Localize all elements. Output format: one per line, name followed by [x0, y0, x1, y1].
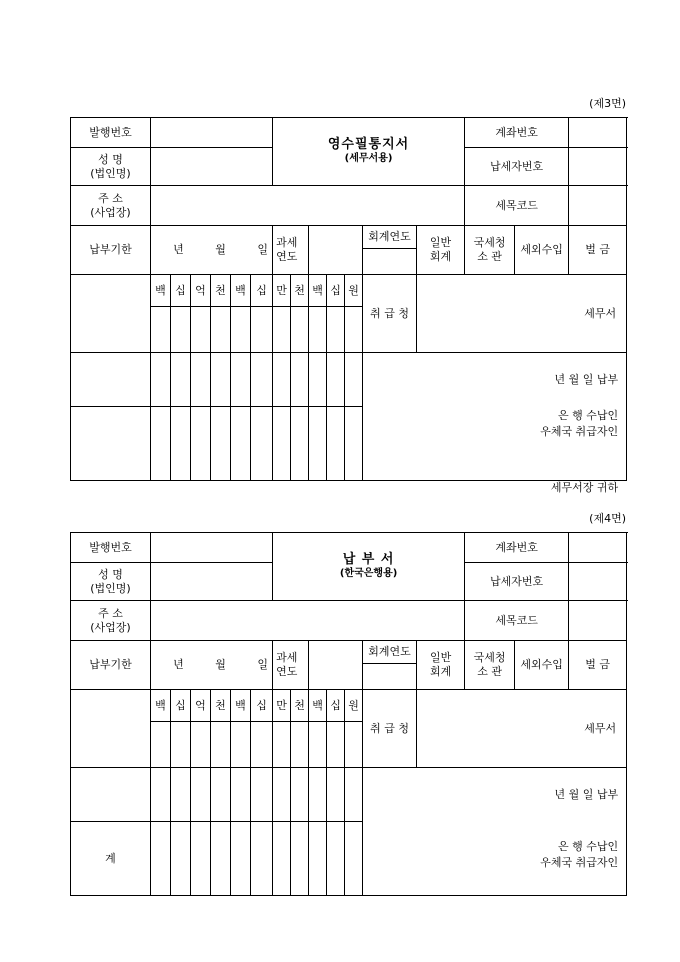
taxpayer-no-field[interactable] [569, 563, 627, 601]
amount-cell[interactable] [309, 407, 327, 481]
amount-cell[interactable] [151, 722, 171, 768]
tax-code-field[interactable] [569, 601, 627, 641]
general-line2: 회계 [429, 665, 452, 678]
form-title: 영수필통지서 [327, 137, 410, 153]
amount-cell[interactable] [191, 353, 211, 407]
row-label [71, 353, 151, 407]
amount-cell[interactable] [345, 307, 363, 353]
treasury-line1: 국세청 [473, 236, 506, 250]
digit-label: 십 [251, 690, 273, 722]
amount-cell[interactable] [291, 407, 309, 481]
amount-cell[interactable] [273, 353, 291, 407]
address-label [71, 601, 151, 641]
total-label: 계 [71, 822, 151, 896]
amount-cell[interactable] [171, 353, 191, 407]
name-label [71, 148, 151, 186]
amount-cell[interactable] [191, 822, 211, 896]
amount-cell[interactable] [327, 307, 345, 353]
issue-no-field[interactable] [151, 533, 273, 563]
name-field[interactable] [151, 148, 273, 186]
amount-cell[interactable] [327, 822, 345, 896]
amount-cell[interactable] [345, 407, 363, 481]
amount-cell[interactable] [151, 307, 171, 353]
digit-label: 십 [171, 690, 191, 722]
amount-cell[interactable] [231, 768, 251, 822]
amount-cell[interactable] [251, 353, 273, 407]
digit-label: 백 [231, 690, 251, 722]
amount-cell[interactable] [211, 307, 231, 353]
due-year-label: 년 [173, 243, 184, 257]
amount-cell[interactable] [211, 822, 231, 896]
form-receipt-notice [70, 95, 626, 494]
tax-year-label [273, 226, 309, 275]
digit-label: 십 [327, 275, 345, 307]
amount-cell[interactable] [273, 407, 291, 481]
digit-label: 천 [211, 690, 231, 722]
digit-label: 만 [273, 690, 291, 722]
fiscal-year-cell [363, 226, 417, 275]
amount-cell[interactable] [291, 353, 309, 407]
amount-cell[interactable] [191, 722, 211, 768]
due-date-field[interactable] [151, 641, 273, 690]
amount-cell[interactable] [327, 353, 345, 407]
amount-cell[interactable] [251, 822, 273, 896]
amount-cell[interactable] [151, 822, 171, 896]
amount-cell[interactable] [291, 722, 309, 768]
handling-office-label: 취 급 청 [363, 690, 417, 768]
form-subtitle: (세무서용) [344, 153, 393, 165]
amount-cell[interactable] [211, 768, 231, 822]
fiscal-year-label: 회계연도 [363, 226, 416, 249]
due-year-label: 년 [173, 658, 184, 672]
fine-label: 벌 금 [569, 641, 627, 690]
form-subtitle: (한국은행용) [339, 568, 398, 580]
tax-year-line1: 과세 [276, 236, 298, 250]
post-office-line: 우체국 취급자인 [540, 425, 619, 438]
bank-receiver-line: 은 행 수납인 [557, 409, 619, 422]
form-table [70, 532, 627, 896]
fiscal-year-field[interactable] [363, 249, 416, 274]
fine-label: 벌 금 [569, 226, 627, 275]
amount-cell[interactable] [251, 768, 273, 822]
issue-no-label: 발행번호 [71, 533, 151, 563]
amount-cell[interactable] [309, 822, 327, 896]
due-month-label: 월 [215, 243, 226, 257]
name-label [71, 563, 151, 601]
amount-cell[interactable] [291, 822, 309, 896]
account-no-label: 계좌번호 [465, 118, 569, 148]
tax-year-line1: 과세 [276, 651, 298, 665]
amount-cell[interactable] [309, 722, 327, 768]
issue-no-label: 발행번호 [71, 118, 151, 148]
non-tax-revenue-label: 세외수입 [515, 641, 569, 690]
name-label-line1: 성 명 [98, 152, 123, 166]
page-number: (제3면) [589, 97, 626, 110]
amount-cell[interactable] [273, 822, 291, 896]
amount-cell[interactable] [251, 722, 273, 768]
amount-cell[interactable] [151, 768, 171, 822]
amount-cell[interactable] [231, 722, 251, 768]
account-no-field[interactable] [569, 533, 627, 563]
amount-cell[interactable] [345, 768, 363, 822]
address-label-line2: (사업장) [90, 620, 131, 634]
amount-cell[interactable] [211, 353, 231, 407]
amount-cell[interactable] [171, 768, 191, 822]
due-date-field[interactable] [151, 226, 273, 275]
digit-label: 천 [291, 690, 309, 722]
digit-label: 십 [171, 275, 191, 307]
amount-row-label [71, 690, 151, 768]
amount-cell[interactable] [273, 307, 291, 353]
digit-label: 천 [291, 275, 309, 307]
amount-cell[interactable] [211, 722, 231, 768]
fiscal-year-label: 회계연도 [363, 641, 416, 664]
page-number: (제4면) [589, 512, 626, 525]
amount-cell[interactable] [151, 353, 171, 407]
amount-cell[interactable] [191, 768, 211, 822]
digit-label: 백 [151, 275, 171, 307]
digit-label: 억 [191, 690, 211, 722]
tax-year-line2: 연도 [276, 250, 298, 263]
general-line1: 일반 [429, 651, 452, 665]
due-month-label: 월 [215, 658, 226, 672]
account-no-field[interactable] [569, 118, 627, 148]
tax-year-line2: 연도 [276, 665, 298, 678]
addressee: 세무서장 귀하 [550, 481, 619, 494]
amount-cell[interactable] [231, 822, 251, 896]
amount-cell[interactable] [171, 722, 191, 768]
issue-no-field[interactable] [151, 118, 273, 148]
amount-cell[interactable] [327, 407, 345, 481]
receipt-stamp-area [363, 768, 627, 896]
amount-cell[interactable] [273, 722, 291, 768]
treasury-label [465, 641, 515, 690]
form-title: 납 부 서 [342, 552, 395, 568]
form-title-cell [273, 533, 465, 601]
amount-cell[interactable] [251, 407, 273, 481]
amount-row-label [71, 275, 151, 353]
taxpayer-no-field[interactable] [569, 148, 627, 186]
form-payment-slip [70, 510, 626, 902]
address-label-line1: 주 소 [98, 191, 123, 205]
amount-cell[interactable] [345, 822, 363, 896]
row-label [71, 768, 151, 822]
due-date-label: 납부기한 [71, 226, 151, 275]
amount-cell[interactable] [231, 353, 251, 407]
digit-label: 천 [211, 275, 231, 307]
amount-cell[interactable] [309, 307, 327, 353]
post-office-line: 우체국 취급자인 [540, 856, 619, 869]
digit-label: 원 [345, 275, 363, 307]
total-label [71, 407, 151, 481]
non-tax-revenue-label: 세외수입 [515, 226, 569, 275]
digit-label: 억 [191, 275, 211, 307]
receipt-stamp-area [363, 353, 627, 494]
amount-cell[interactable] [211, 407, 231, 481]
address-label-line2: (사업장) [90, 205, 131, 219]
amount-cell[interactable] [151, 407, 171, 481]
amount-cell[interactable] [171, 407, 191, 481]
treasury-line2: 소 관 [477, 250, 502, 263]
account-no-label: 계좌번호 [465, 533, 569, 563]
tax-office-field[interactable]: 세무서 [417, 275, 627, 353]
tax-office-field[interactable]: 세무서 [417, 690, 627, 768]
amount-cell[interactable] [345, 353, 363, 407]
due-day-label: 일 [257, 658, 269, 672]
amount-cell[interactable] [291, 768, 309, 822]
fiscal-year-cell [363, 641, 417, 690]
address-field[interactable] [151, 186, 465, 226]
tax-year-field[interactable] [309, 641, 363, 690]
form-table [70, 117, 627, 494]
handling-office-label: 취 급 청 [363, 275, 417, 353]
digit-label: 십 [327, 690, 345, 722]
payment-date-line: 년 월 일 납부 [554, 373, 619, 386]
taxpayer-no-label: 납세자번호 [465, 563, 569, 601]
address-label-line1: 주 소 [98, 606, 123, 620]
tax-code-field[interactable] [569, 186, 627, 226]
name-label-line1: 성 명 [98, 567, 123, 581]
payment-date-line: 년 월 일 납부 [554, 788, 619, 801]
form-title-cell [273, 118, 465, 186]
amount-cell[interactable] [231, 307, 251, 353]
general-account-label [417, 641, 465, 690]
treasury-line1: 국세청 [473, 651, 506, 665]
address-field[interactable] [151, 601, 465, 641]
name-label-line2: (법인명) [90, 581, 131, 595]
tax-code-label: 세목코드 [465, 601, 569, 641]
treasury-label [465, 226, 515, 275]
due-day-label: 일 [257, 243, 269, 257]
amount-cell[interactable] [171, 822, 191, 896]
due-date-label: 납부기한 [71, 641, 151, 690]
digit-label: 백 [309, 690, 327, 722]
taxpayer-no-label: 납세자번호 [465, 148, 569, 186]
fiscal-year-field[interactable] [363, 664, 416, 689]
amount-cell[interactable] [327, 768, 345, 822]
digit-label: 백 [231, 275, 251, 307]
amount-cell[interactable] [191, 307, 211, 353]
treasury-line2: 소 관 [477, 665, 502, 678]
amount-cell[interactable] [251, 307, 273, 353]
amount-cell[interactable] [291, 307, 309, 353]
tax-year-label [273, 641, 309, 690]
digit-label: 백 [309, 275, 327, 307]
amount-cell[interactable] [171, 307, 191, 353]
address-label [71, 186, 151, 226]
amount-cell[interactable] [231, 407, 251, 481]
amount-cell[interactable] [309, 353, 327, 407]
digit-label: 백 [151, 690, 171, 722]
amount-cell[interactable] [345, 722, 363, 768]
amount-cell[interactable] [273, 768, 291, 822]
tax-year-field[interactable] [309, 226, 363, 275]
amount-cell[interactable] [191, 407, 211, 481]
general-line1: 일반 [429, 236, 452, 250]
general-account-label [417, 226, 465, 275]
digit-label: 만 [273, 275, 291, 307]
amount-cell[interactable] [327, 722, 345, 768]
general-line2: 회계 [429, 250, 452, 263]
bank-receiver-line: 은 행 수납인 [558, 840, 619, 853]
tax-code-label: 세목코드 [465, 186, 569, 226]
amount-cell[interactable] [309, 768, 327, 822]
digit-label: 원 [345, 690, 363, 722]
name-field[interactable] [151, 563, 273, 601]
name-label-line2: (법인명) [90, 166, 131, 180]
digit-label: 십 [251, 275, 273, 307]
